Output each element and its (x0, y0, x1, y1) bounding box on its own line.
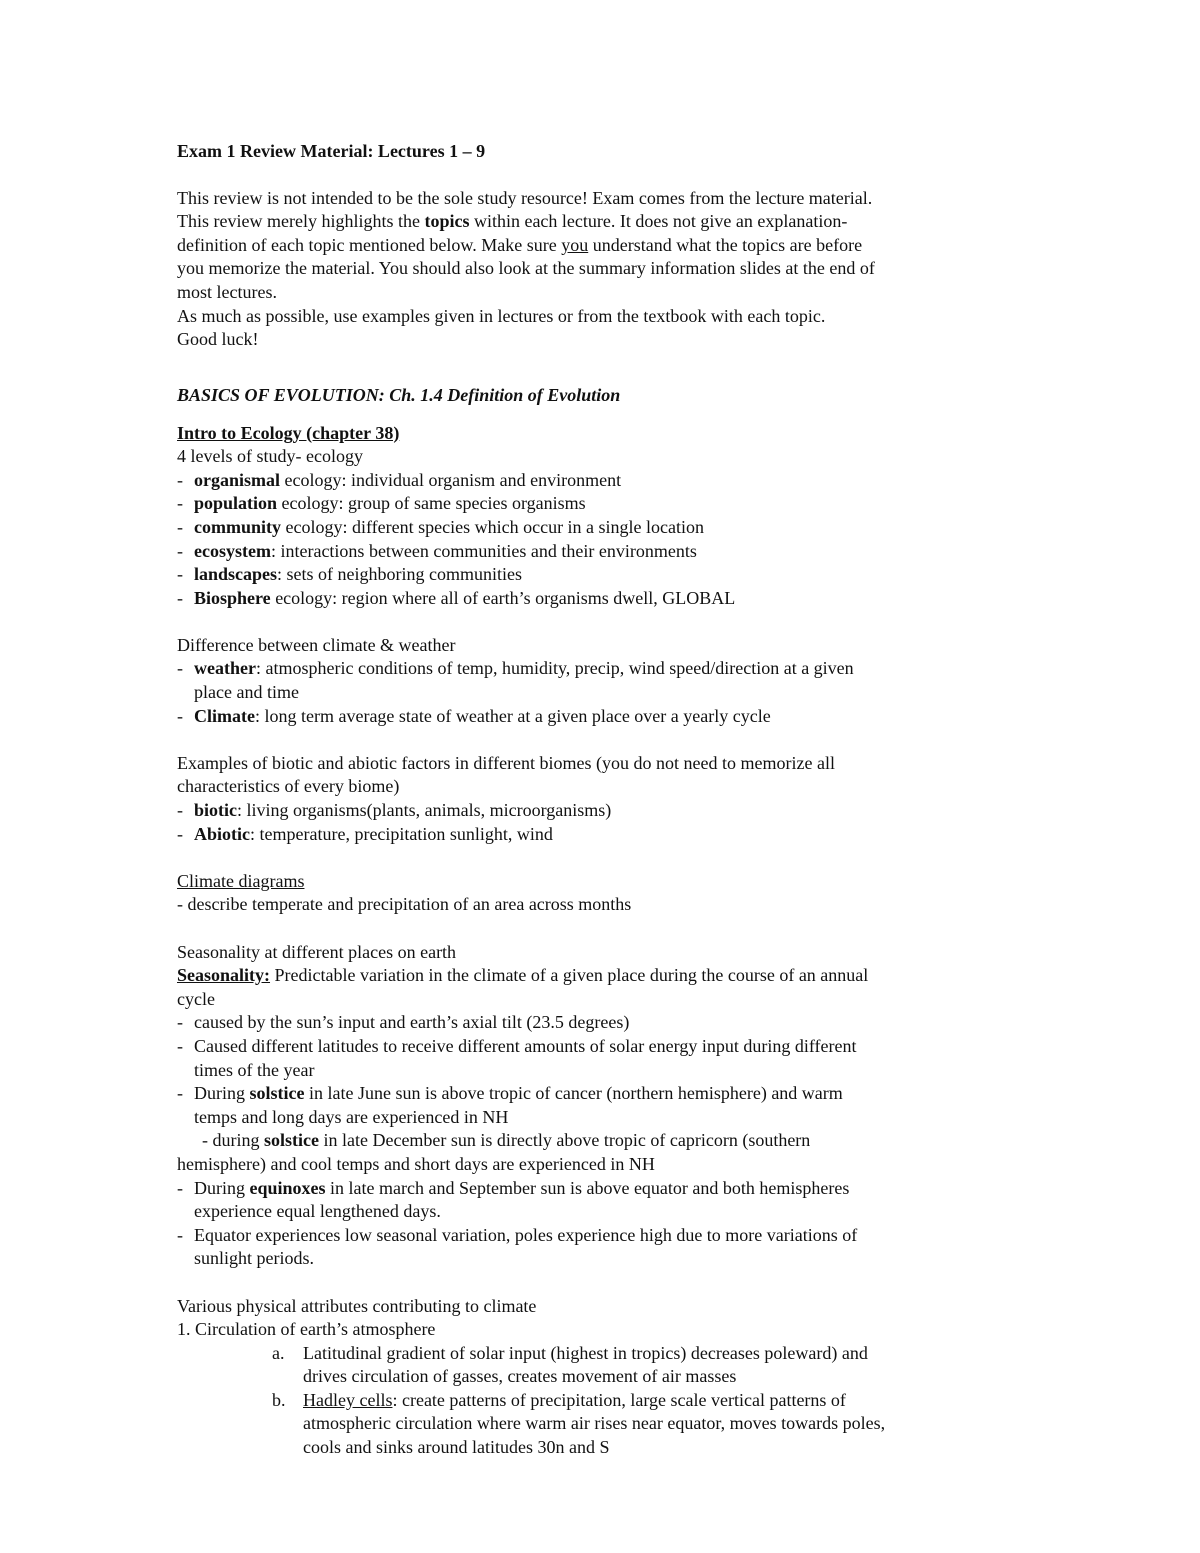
basics-heading: BASICS OF EVOLUTION: Ch. 1.4 Definition of Evolution (177, 385, 621, 406)
physical-attributes-section: Various physical attributes contributing to climate 1. Circulation of earth’s atmosphere a. Latitudinal gradient of solar input (highest in tropics) decreases poleward) and drives circulation of gasses, creates movement of air masses b. Hadley cells: create patterns of precipitation, large scale vertical patterns of atmospheric circulation where warm air rises near equator, moves towards poles, cools and sinks around latitudes 30n and S (177, 1295, 1057, 1460)
intro-paragraph: This review is not intended to be the sole study resource! Exam comes from the lecture material. This review merely highlights the topics within each lecture. It does not give an explanation- definition of each topic mentioned below. Make sure you understand what the topics are before you memorize the material. You should also look at the summary information slides at the end of most lectures. As much as possible, use examples given in lectures or from the textbook with each topic. Good luck! (177, 187, 875, 350)
list-item: - Equator experiences low seasonal variation, poles experience high due to more variations of (177, 1224, 858, 1245)
list-item: b. Hadley cells: create patterns of precipitation, large scale vertical patterns of atmospheric circulation where warm air rises near equator, moves towards poles, cools and sinks around latitudes 30n and S (272, 1389, 886, 1458)
list-item: - Climate: long term average state of weather at a given place over a yearly cycle (177, 705, 771, 726)
document-page (177, 140, 1057, 1460)
list-item: - During solstice in late June sun is above tropic of cancer (northern hemisphere) and warm (177, 1083, 843, 1104)
list-item: - landscapes: sets of neighboring communities (177, 564, 522, 585)
list-item: - ecosystem: interactions between communities and their environments (177, 540, 697, 561)
list-item: - During equinoxes in late march and September sun is above equator and both hemispheres (177, 1177, 850, 1198)
list-item: - during solstice in late December sun is directly above tropic of capricorn (southern (202, 1130, 811, 1151)
list-item: - Abiotic: temperature, precipitation sunlight, wind (177, 823, 553, 844)
biotic-section: Examples of biotic and abiotic factors in different biomes (you do not need to memorize all characteristics of every biome) - biotic: living organisms(plants, animals, microorganisms) - Abiotic: temperature, precipitation sunlight, wind (177, 752, 1057, 846)
climate-diagrams-heading: Climate diagrams (177, 870, 305, 891)
list-item: - caused by the sun’s input and earth’s axial tilt (23.5 degrees) (177, 1012, 630, 1033)
list-item: - biotic: living organisms(plants, animals, microorganisms) (177, 800, 612, 821)
ecology-section: Intro to Ecology (chapter 38) 4 levels of study- ecology - organismal ecology: individual organism and environment - population ecology: group of same species organisms - community ecology: different species which occur in a single location - ecosystem: interactions between communities and their environments - landscapes: sets of neighboring communities - Biosphere ecology: region where all of earth’s organisms dwell, GLOBAL (177, 422, 1057, 611)
list-item: - community ecology: different species which occur in a single location (177, 516, 705, 537)
list-item: - weather: atmospheric conditions of temp, humidity, precip, wind speed/direction at a given (177, 658, 854, 679)
climate-weather-section: Difference between climate & weather - weather: atmospheric conditions of temp, humidity, precip, wind speed/direction at a given place and time - Climate: long term average state of weather at a given place over a yearly cycle (177, 634, 1057, 728)
list-item: a. Latitudinal gradient of solar input (highest in tropics) decreases poleward) and drives circulation of gasses, creates movement of air masses (272, 1342, 868, 1387)
list-item: - Biosphere ecology: region where all of earth’s organisms dwell, GLOBAL (177, 587, 736, 608)
list-item: - organismal ecology: individual organism and environment (177, 469, 622, 490)
seasonality-section: Seasonality at different places on earth Seasonality: Predictable variation in the climate of a given place during the course of an annual cycle - caused by the sun’s input and earth’s axial tilt (23.5 degrees) - Caused different latitudes to receive different amounts of solar energy input during different times of the year - During solstice in late June sun is above tropic of cancer (northern hemisphere) and warm temps and long days are experienced in NH - during solstice in late December sun is directly above tropic of capricorn (southern hemisphere) and cool temps and short days are experienced in NH - During equinoxes in late march and September sun is above equator and both hemispheres experience equal lengthened days. - Equator experiences low seasonal variation, poles experience high due to more variations of sunlight periods. (177, 941, 1057, 1271)
ecology-heading: Intro to Ecology (chapter 38) (177, 422, 400, 443)
document-title: Exam 1 Review Material: Lectures 1 – 9 (177, 141, 486, 161)
list-item: - Caused different latitudes to receive different amounts of solar energy input during different (177, 1035, 857, 1056)
list-item: - population ecology: group of same species organisms (177, 493, 586, 514)
climate-diagrams-section: Climate diagrams - describe temperate and precipitation of an area across months (177, 870, 1057, 917)
